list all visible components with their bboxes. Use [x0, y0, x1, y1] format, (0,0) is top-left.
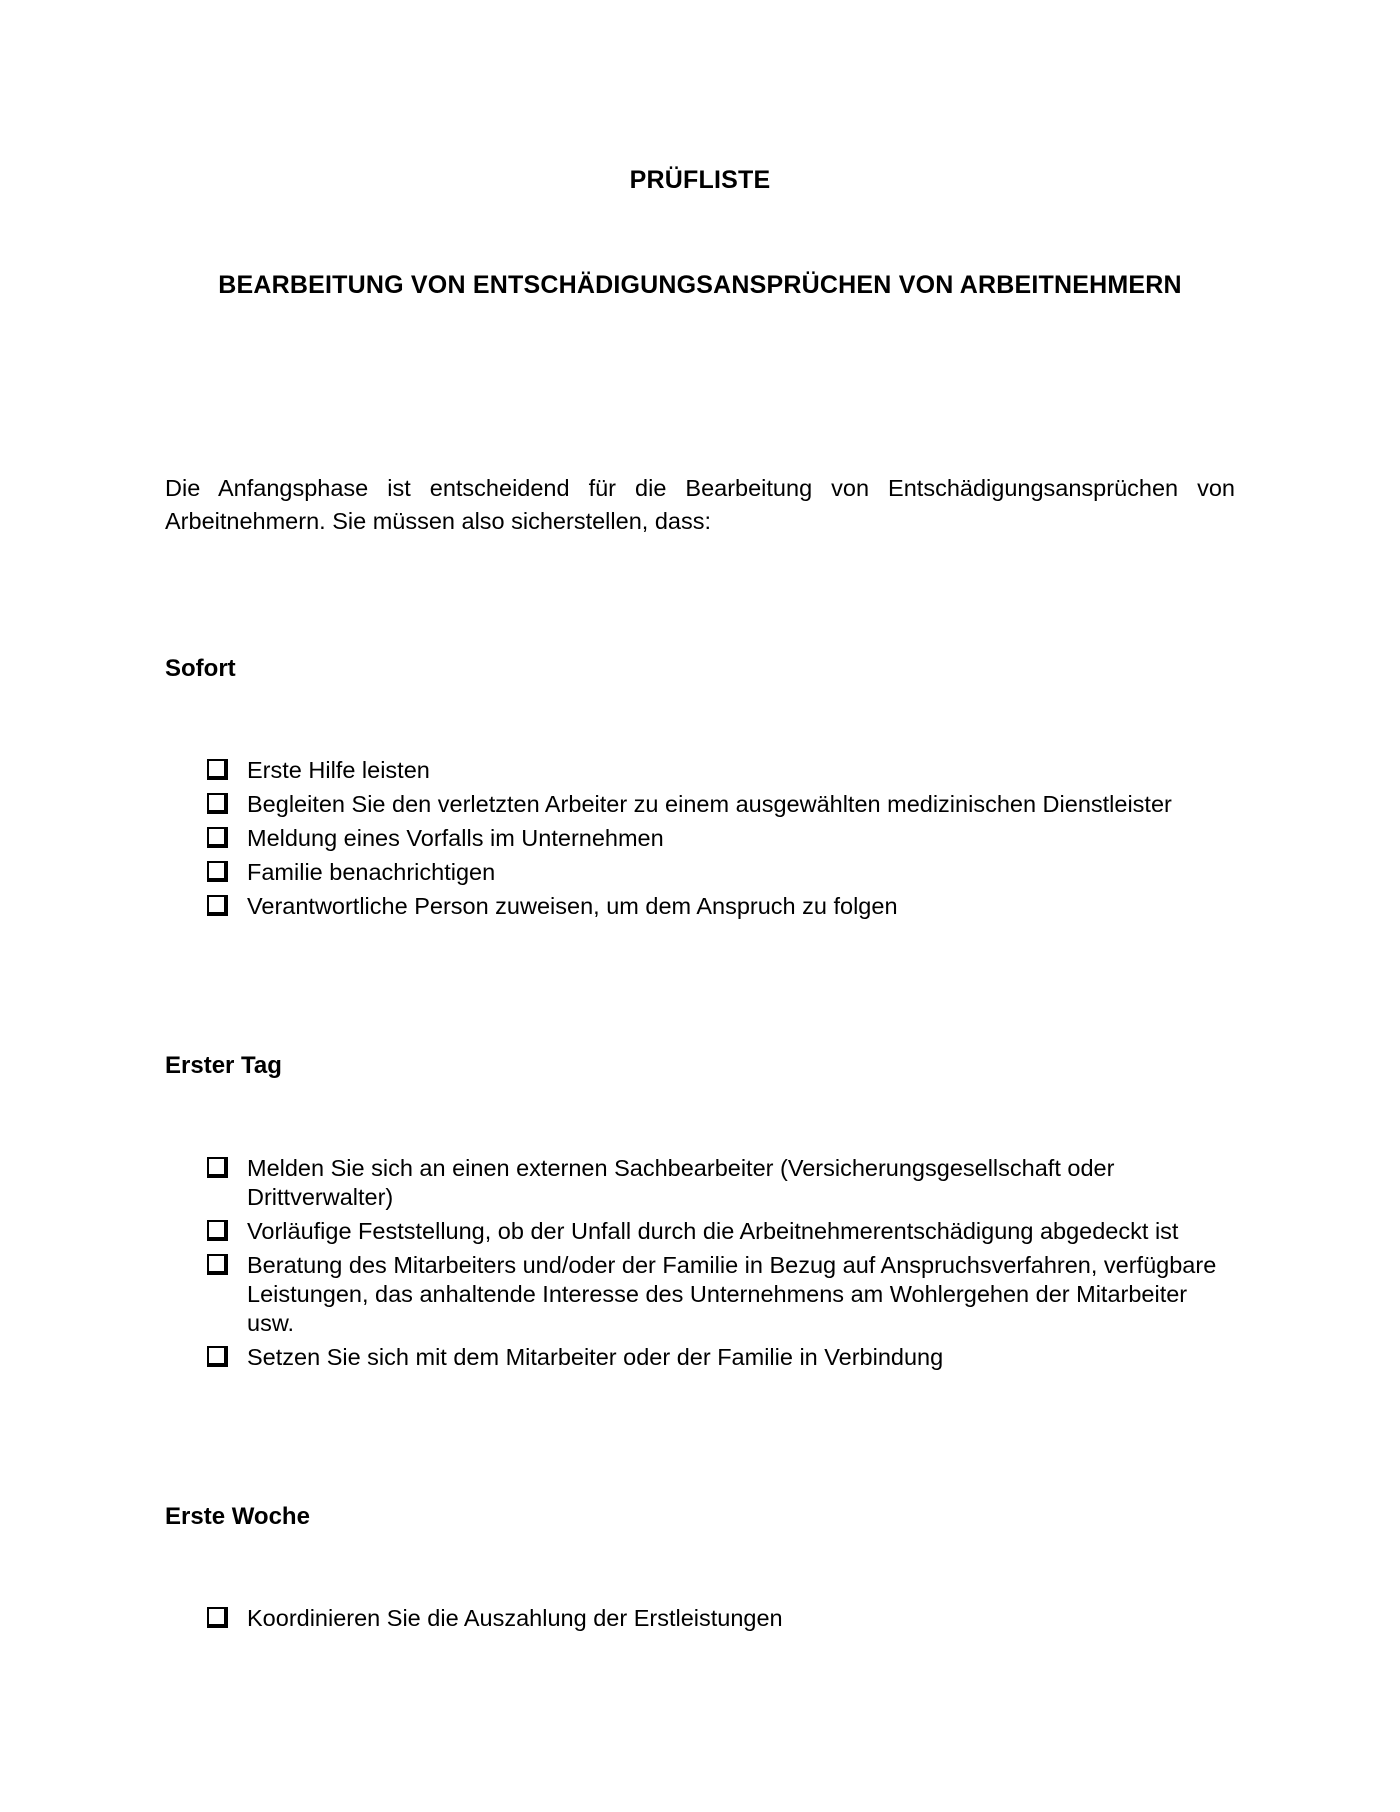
checkbox[interactable] [207, 861, 228, 882]
list-item [207, 1217, 1227, 1246]
section-heading-erster-tag: Erster Tag [165, 1052, 282, 1079]
list-item-label: Meldung eines Vorfalls im Unternehmen [247, 825, 664, 851]
list-item-label: Begleiten Sie den verletzten Arbeiter zu einem ausgewählten medizinischen Dienstleister [247, 791, 1172, 817]
checkbox[interactable] [207, 1346, 228, 1367]
list-item [207, 892, 1227, 921]
checklist-erste-woche [207, 1604, 1227, 1638]
page-subtitle: BEARBEITUNG VON ENTSCHÄDIGUNGSANSPRÜCHEN VON ARBEITNEHMERN [218, 271, 1182, 299]
checkbox[interactable] [207, 1220, 228, 1241]
page-title: PRÜFLISTE [629, 166, 771, 194]
list-item-label: Verantwortliche Person zuweisen, um dem Anspruch zu folgen [247, 893, 898, 919]
checkbox[interactable] [207, 827, 228, 848]
checklist-erster-tag [207, 1154, 1227, 1377]
checkbox[interactable] [207, 1157, 228, 1178]
list-item [207, 824, 1227, 853]
checklist-sofort [207, 756, 1227, 926]
list-item [207, 1343, 1227, 1372]
checkbox[interactable] [207, 895, 228, 916]
list-item [207, 858, 1227, 887]
list-item [207, 756, 1227, 785]
list-item [207, 1154, 1227, 1212]
checkbox[interactable] [207, 759, 228, 780]
list-item-label: Vorläufige Feststellung, ob der Unfall durch die Arbeitnehmerentschädigung abgedeckt ist [247, 1218, 1179, 1244]
list-item-label: Setzen Sie sich mit dem Mitarbeiter oder der Familie in Verbindung [247, 1344, 944, 1370]
intro-paragraph: Die Anfangsphase ist entscheidend für die Bearbeitung von Entschädigungsansprüchen von Arbeitnehmern. Sie müssen also sicherstellen, dass: [165, 475, 1235, 534]
checkbox[interactable] [207, 1607, 228, 1628]
list-item-label: Familie benachrichtigen [247, 859, 496, 885]
list-item-label: Melden Sie sich an einen externen Sachbearbeiter (Versicherungsgesellschaft oder Drittverwalter) [247, 1155, 1115, 1210]
section-heading-erste-woche: Erste Woche [165, 1503, 310, 1530]
list-item [207, 1251, 1227, 1338]
list-item [207, 790, 1227, 819]
list-item-label: Erste Hilfe leisten [247, 757, 430, 783]
list-item [207, 1604, 1227, 1633]
list-item-label: Beratung des Mitarbeiters und/oder der Familie in Bezug auf Anspruchsverfahren, verfügbare Leistungen, das anhaltende Interesse des Unternehmens am Wohlergehen der Mitarbeiter usw. [247, 1252, 1217, 1336]
checkbox[interactable] [207, 1254, 228, 1275]
section-heading-sofort: Sofort [165, 655, 236, 682]
list-item-label: Koordinieren Sie die Auszahlung der Erstleistungen [247, 1605, 783, 1631]
checkbox[interactable] [207, 793, 228, 814]
